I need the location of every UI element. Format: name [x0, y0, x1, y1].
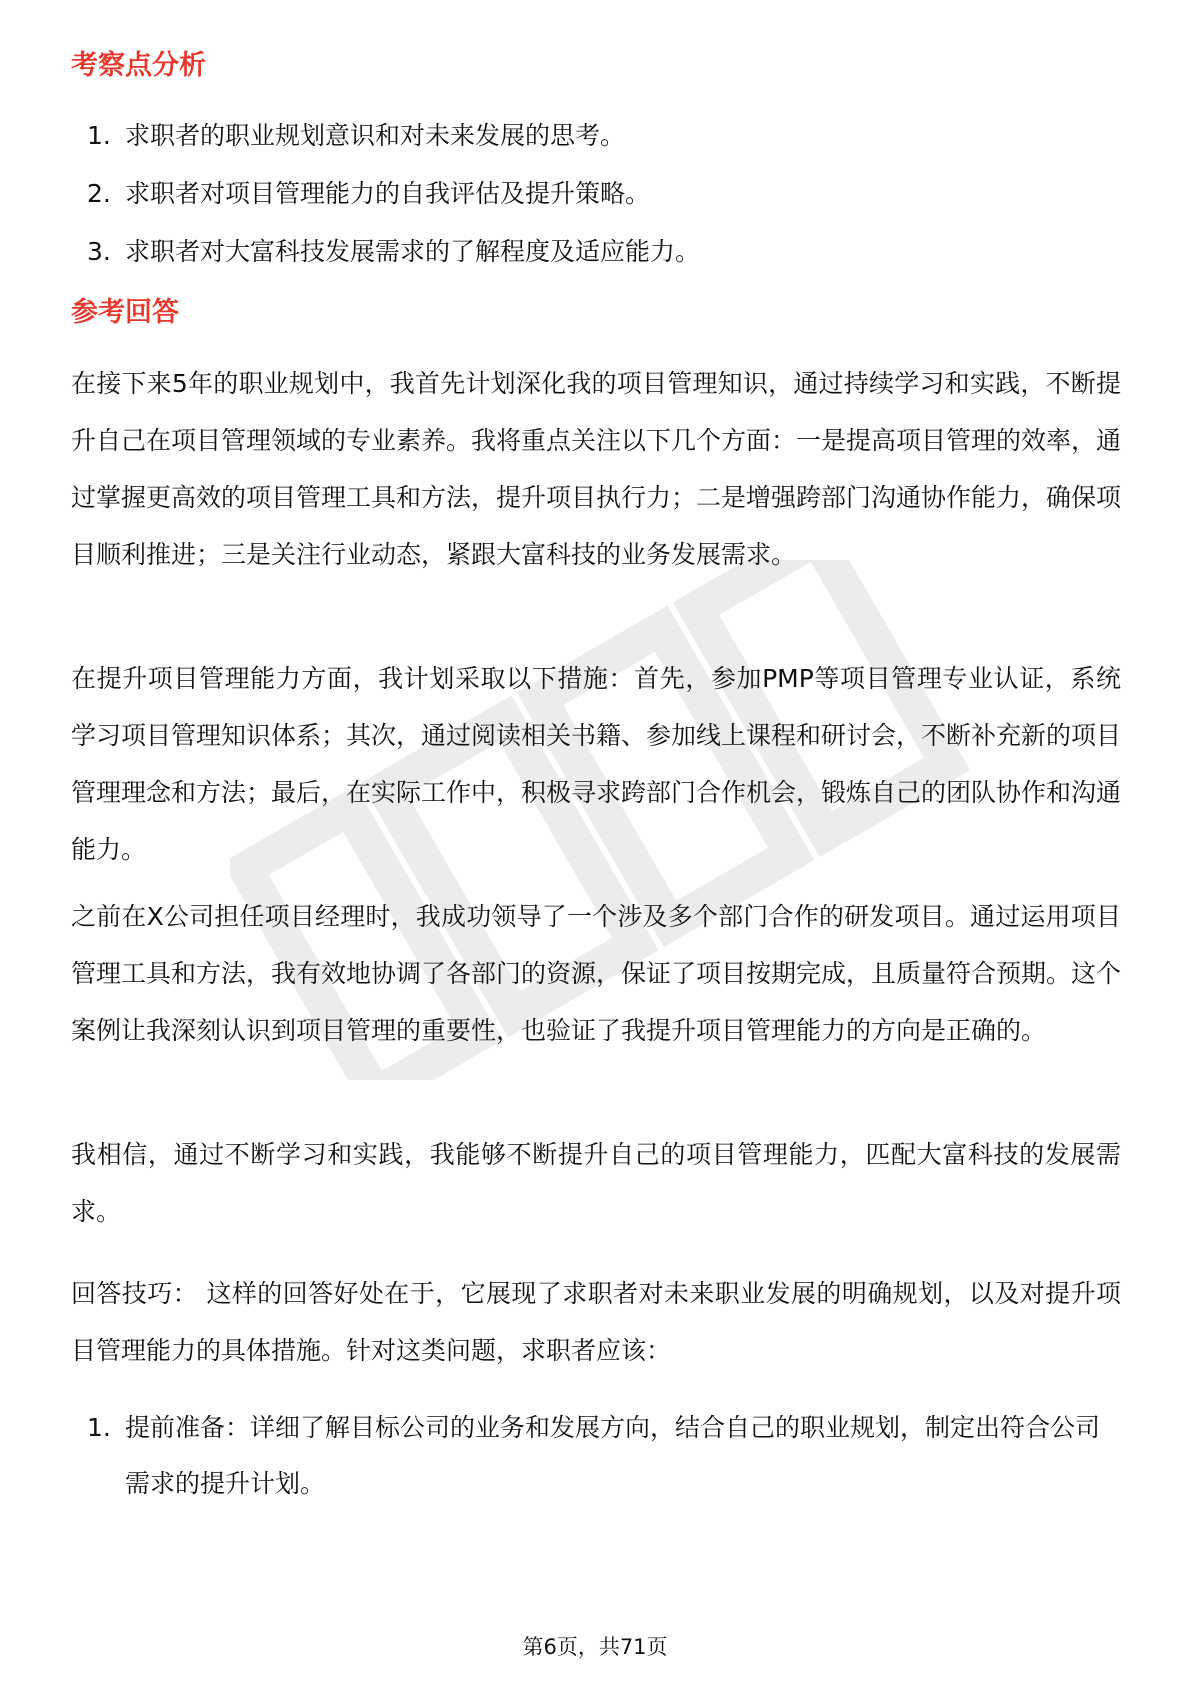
answer-tips-intro: 回答技巧： 这样的回答好处在于，它展现了求职者对未来职业发展的明确规划，以及对提升项目管理能力的具体措施。针对这类问题，求职者应该：	[71, 1279, 1121, 1365]
list-item	[71, 107, 1121, 165]
list-item	[71, 1400, 1121, 1512]
list-item-number: 3.	[87, 237, 111, 266]
tips-list	[71, 1400, 1121, 1512]
list-item-text: 提前准备：详细了解目标公司的业务和发展方向，结合自己的职业规划，制定出符合公司需求的提升计划。	[125, 1413, 1101, 1498]
analysis-heading: 考察点分析	[71, 50, 206, 81]
analysis-list	[71, 107, 1121, 281]
list-item-text: 求职者的职业规划意识和对未来发展的思考。	[125, 121, 626, 150]
answer-paragraph-1: 在接下来5年的职业规划中，我首先计划深化我的项目管理知识，通过持续学习和实践，不断提升自己在项目管理领域的专业素养。我将重点关注以下几个方面：一是提高项目管理的效率，通过掌握更高效的项目管理工具和方法，提升项目执行力；二是增强跨部门沟通协作能力，确保项目顺利推进；三是关注行业动态，紧跟大富科技的业务发展需求。	[71, 369, 1122, 569]
answer-heading: 参考回答	[71, 297, 179, 328]
list-item	[71, 223, 1121, 281]
answer-paragraph-2: 在提升项目管理能力方面，我计划采取以下措施：首先，参加PMP等项目管理专业认证，系统学习项目管理知识体系；其次，通过阅读相关书籍、参加线上课程和研讨会，不断补充新的项目管理理念和方法；最后，在实际工作中，积极寻求跨部门合作机会，锻炼自己的团队协作和沟通能力。	[71, 664, 1122, 864]
page-number: 第6页，共71页	[522, 1635, 668, 1659]
list-item-text: 求职者对大富科技发展需求的了解程度及适应能力。	[125, 237, 701, 266]
list-item-number: 1.	[87, 121, 111, 150]
answer-paragraph-4: 我相信，通过不断学习和实践，我能够不断提升自己的项目管理能力，匹配大富科技的发展需求。	[71, 1140, 1121, 1226]
answer-paragraph-3: 之前在X公司担任项目经理时，我成功领导了一个涉及多个部门合作的研发项目。通过运用项目管理工具和方法，我有效地协调了各部门的资源，保证了项目按期完成，且质量符合预期。这个案例让我深刻认识到项目管理的重要性，也验证了我提升项目管理能力的方向是正确的。	[71, 902, 1122, 1045]
list-item-text: 求职者对项目管理能力的自我评估及提升策略。	[125, 179, 651, 208]
list-item-number: 2.	[87, 179, 111, 208]
list-item	[71, 165, 1121, 223]
list-item-number: 1.	[87, 1413, 111, 1442]
